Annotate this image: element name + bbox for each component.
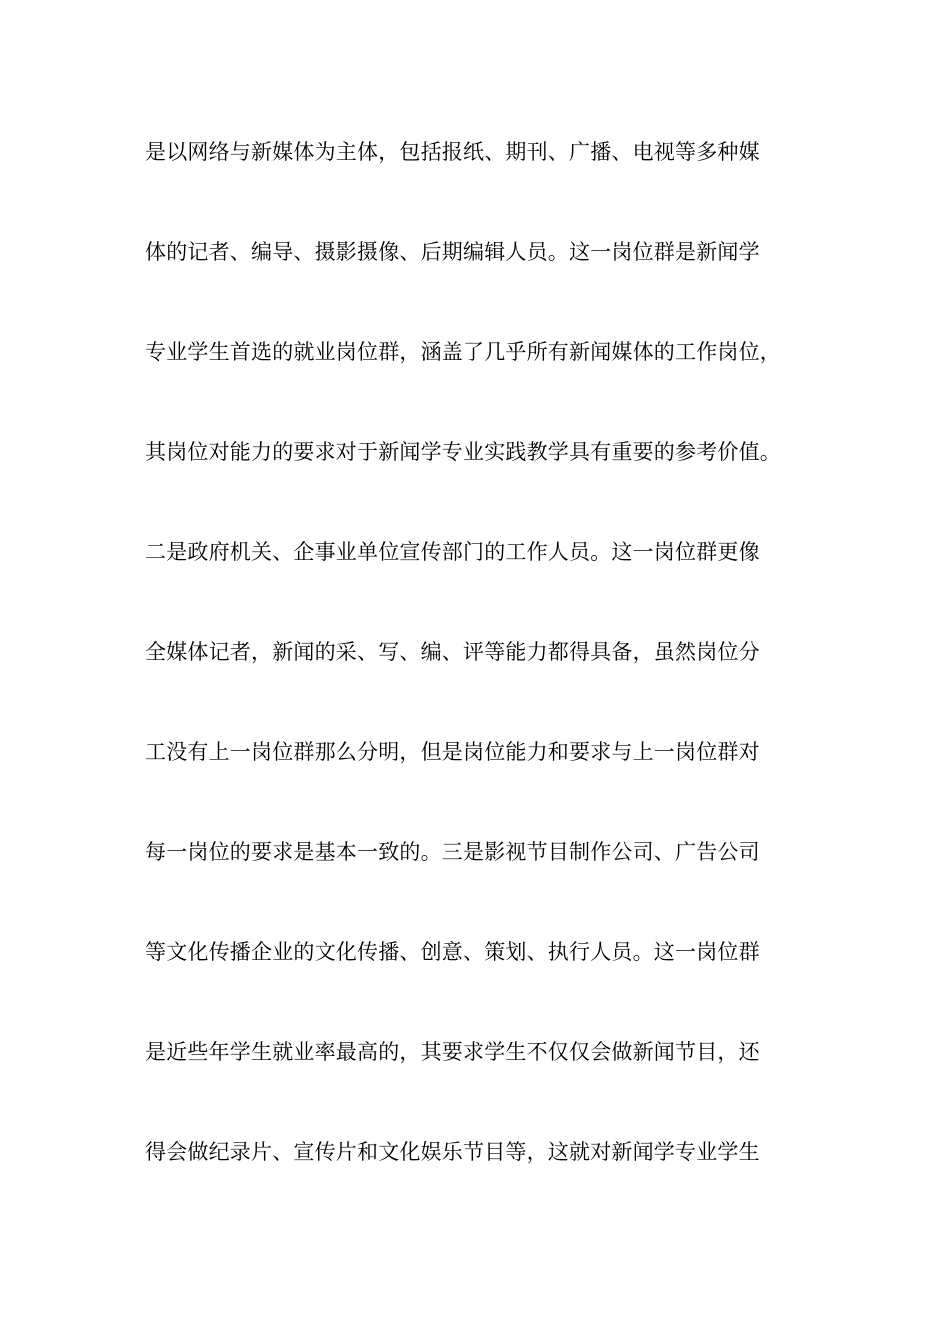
text-line: 是以网络与新媒体为主体，包括报纸、期刊、广播、电视等多种媒 bbox=[145, 140, 760, 164]
text-line: 每一岗位的要求是基本一致的。三是影视节目制作公司、广告公司 bbox=[145, 840, 760, 864]
text-line: 其岗位对能力的要求对于新闻学专业实践教学具有重要的参考价值。 bbox=[145, 440, 781, 464]
text-line: 是近些年学生就业率最高的，其要求学生不仅仅会做新闻节目，还 bbox=[145, 1040, 760, 1064]
text-line: 二是政府机关、企事业单位宣传部门的工作人员。这一岗位群更像 bbox=[145, 540, 760, 564]
text-line: 体的记者、编导、摄影摄像、后期编辑人员。这一岗位群是新闻学 bbox=[145, 240, 760, 264]
text-line: 全媒体记者，新闻的采、写、编、评等能力都得具备，虽然岗位分 bbox=[145, 640, 760, 664]
text-line: 等文化传播企业的文化传播、创意、策划、执行人员。这一岗位群 bbox=[145, 940, 760, 964]
text-line: 得会做纪录片、宣传片和文化娱乐节目等，这就对新闻学专业学生 bbox=[145, 1140, 760, 1164]
text-line: 专业学生首选的就业岗位群，涵盖了几乎所有新闻媒体的工作岗位， bbox=[145, 340, 781, 364]
text-line: 工没有上一岗位群那么分明，但是岗位能力和要求与上一岗位群对 bbox=[145, 740, 760, 764]
body-text bbox=[145, 130, 845, 1230]
